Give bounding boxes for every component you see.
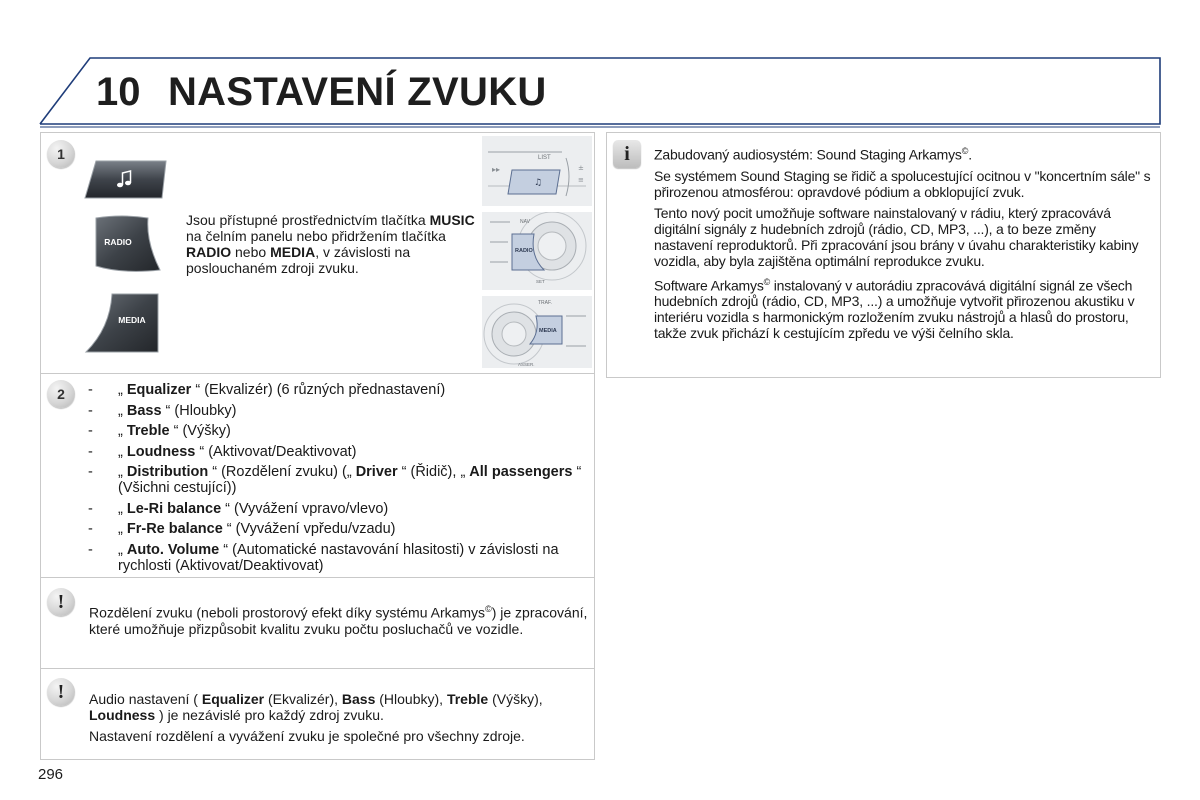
media-button-label: MEDIA (118, 315, 146, 325)
list-item: - „ Treble “ (Výšky) (88, 423, 593, 439)
svg-text:MEDIA: MEDIA (539, 328, 557, 334)
section-divider (40, 373, 595, 374)
music-keyword: MUSIC (429, 212, 475, 228)
warning-icon: ! (47, 678, 75, 706)
panel-photo-radio (482, 212, 592, 290)
svg-text:SET: SET (536, 279, 545, 284)
info-paragraph-1: Zabudovaný audiosystém: Sound Staging Arkamys©. (654, 146, 972, 163)
svg-text:RADIO: RADIO (515, 248, 533, 254)
step-badge-1: 1 (47, 140, 75, 168)
audio-settings-list (88, 382, 593, 578)
step-badge-2: 2 (47, 380, 75, 408)
info-paragraph-3: Tento nový pocit umožňuje software nainstalovaný v rádiu, který zpracovává digitální signály z hudebních zdrojů (rádio, CD, MP3, ...), a to beze změny nastavení reproduktorů. Při zpracování jsou brány v úvahu charakteristiky kabiny vozidla, aby byla zajištěna optimální reprodukce zvuku. (654, 204, 1139, 269)
svg-text:±: ± (578, 164, 584, 172)
info-paragraph-2: Se systémem Sound Staging se řidič a spolucestující ocitnou v "koncertním sále" s přirozenou atmosférou: opravdové pódium a obklopující zvuk. (654, 167, 1151, 200)
list-item: - „ Loudness “ (Aktivovat/Deaktivovat) (88, 444, 593, 460)
chapter-number: 10 (96, 70, 141, 114)
svg-text:ASSER.: ASSER. (518, 362, 535, 367)
panel-photo-media (482, 296, 592, 368)
radio-keyword: RADIO (186, 244, 232, 260)
svg-text:NAV: NAV (520, 219, 530, 225)
warning-icon: ! (47, 588, 75, 616)
list-item: - „ Fr-Re balance “ (Vyvážení vpředu/vzadu) (88, 521, 593, 537)
info-paragraph-4: Software Arkamys© instalovaný v autorádiu zpracovává digitální signál ze všech hudebních zdrojů (rádio, CD, MP3, ...) a umožňuje vytvořit přirozenou akustiku v interiéru vozidla s harmonickým rozložením zvuku nástrojů a hlasů do prostoru, takže zvuk přichází k cestujícím zpředu ve výši čelního skla. (654, 276, 1135, 342)
note1-text: Rozdělení zvuku (neboli prostorový efekt díky systému Arkamys©) je zpracování, které umožňuje přizpůsobit kvalitu zvuku počtu posluchačů ve vozidle. (89, 604, 588, 637)
svg-text:♫: ♫ (534, 178, 543, 188)
radio-button-image (92, 212, 162, 276)
media-button-image (82, 292, 162, 356)
list-item: - „ Le-Ri balance “ (Vyvážení vpravo/vlevo) (88, 501, 593, 517)
svg-text:≡: ≡ (578, 176, 584, 184)
page-number: 296 (38, 766, 64, 783)
note2-paragraph-2: Nastavení rozdělení a vyvážení zvuku je společné pro všechny zdroje. (89, 728, 525, 744)
svg-text:▸▸: ▸▸ (492, 165, 501, 174)
list-item: - „ Equalizer “ (Ekvalizér) (6 různých přednastavení) (88, 382, 593, 398)
svg-text:LIST: LIST (538, 155, 551, 161)
info-text (654, 143, 1156, 346)
music-button-image (82, 158, 168, 202)
list-item: - „ Auto. Volume “ (Automatické nastavování hlasitosti) v závislosti na rychlosti (Aktivovat/Deaktivovat) (88, 542, 593, 574)
radio-button-label: RADIO (104, 237, 132, 247)
note2-text (89, 691, 594, 749)
list-item: - „ Distribution “ (Rozdělení zvuku) („ Driver “ (Řidič), „ All passengers “ (Všichni cestující)) (88, 464, 593, 496)
list-item: - „ Bass “ (Hloubky) (88, 403, 593, 419)
section1-description: Jsou přístupné prostřednictvím tlačítka MUSIC na čelním panelu nebo přidržením tlačítka RADIO nebo MEDIA, v závislosti na poslouchaném zdroji zvuku. (186, 212, 475, 276)
note2-paragraph-1: Audio nastavení ( Equalizer (Ekvalizér), Bass (Hloubky), Treble (Výšky), Loudness ) je nezávislé pro každý zdroj zvuku. (89, 691, 543, 723)
media-keyword: MEDIA (270, 244, 316, 260)
panel-photo-music (482, 136, 592, 206)
svg-text:TRAF.: TRAF. (538, 300, 552, 306)
chapter-title: NASTAVENÍ ZVUKU (168, 70, 547, 114)
section-divider (40, 668, 595, 669)
info-icon: i (613, 140, 641, 168)
